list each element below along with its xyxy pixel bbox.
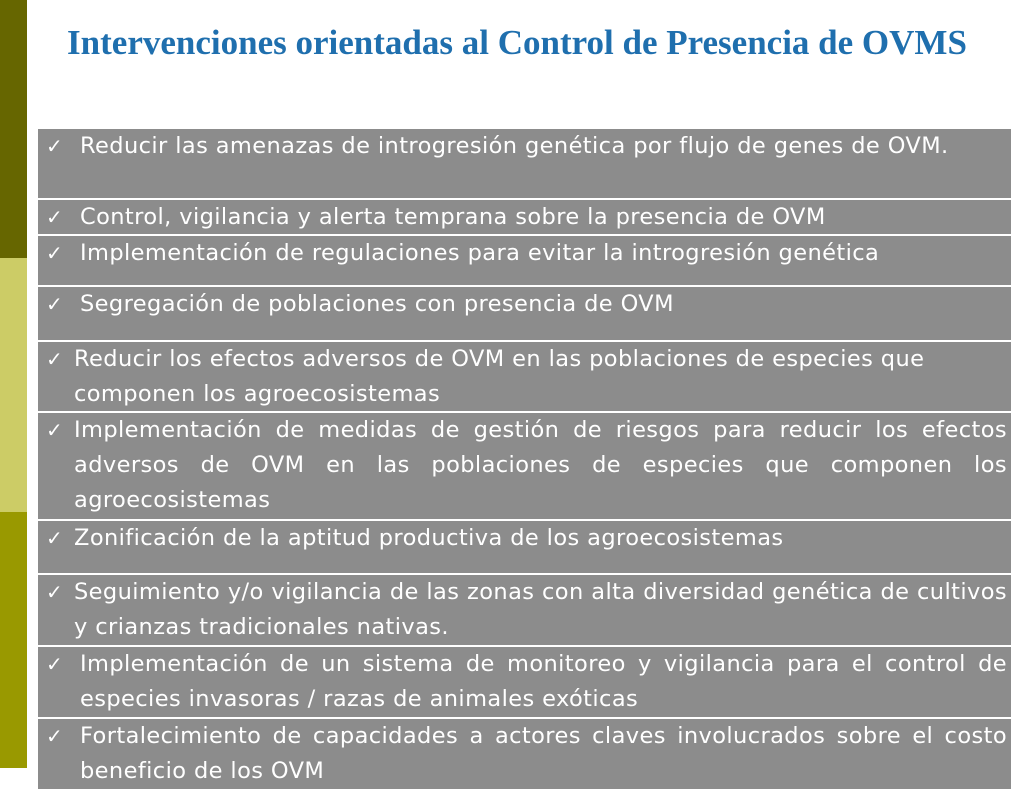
list-item-text: Segregación de poblaciones con presencia de OVM (80, 291, 674, 317)
list-item-text: Implementación de regulaciones para evitar la introgresión genética (80, 240, 880, 266)
check-icon: ✓ (46, 205, 63, 229)
intervention-list (37, 128, 1012, 790)
list-item-text: Seguimiento y/o vigilancia de las zonas con alta diversidad genética de cultivos y crianzas tradicionales nativas. (74, 579, 1007, 640)
list-item-text: Control, vigilancia y alerta temprana sobre la presencia de OVM (80, 204, 826, 230)
sidebar-band-top (0, 0, 27, 258)
slide-title: Intervenciones orientadas al Control de Presencia de OVMS (67, 23, 967, 62)
check-icon: ✓ (46, 241, 63, 265)
list-item-text: Reducir los efectos adversos de OVM en las poblaciones de especies que componen los agroecosistemas (74, 346, 925, 407)
list-item-text: Reducir las amenazas de introgresión genética por flujo de genes de OVM. (80, 133, 949, 159)
list-item (37, 412, 1012, 520)
list-item-text: Implementación de un sistema de monitoreo y vigilancia para el control de especies invasoras / razas de animales exóticas (80, 651, 1007, 712)
list-item (37, 128, 1012, 199)
list-item-text: Zonificación de la aptitud productiva de los agroecosistemas (74, 525, 784, 551)
check-icon: ✓ (46, 580, 63, 604)
check-icon: ✓ (46, 724, 63, 748)
list-item (37, 235, 1012, 286)
list-item (37, 341, 1012, 412)
sidebar-band-middle (0, 258, 27, 512)
list-item (37, 286, 1012, 341)
check-icon: ✓ (46, 418, 63, 442)
check-icon: ✓ (46, 134, 63, 158)
list-item (37, 520, 1012, 574)
list-item-text: Implementación de medidas de gestión de riesgos para reducir los efectos adversos de OVM en las poblaciones de especies que componen los agroecosistemas (74, 417, 1007, 513)
check-icon: ✓ (46, 347, 63, 371)
sidebar-decoration (0, 0, 27, 768)
list-item (37, 718, 1012, 790)
list-item (37, 574, 1012, 646)
list-item-text: Fortalecimiento de capacidades a actores claves involucrados sobre el costo beneficio de los OVM (80, 723, 1007, 784)
check-icon: ✓ (46, 652, 63, 676)
sidebar-band-bottom (0, 512, 27, 768)
check-icon: ✓ (46, 292, 63, 316)
check-icon: ✓ (46, 526, 63, 550)
list-item (37, 646, 1012, 718)
list-item (37, 199, 1012, 235)
